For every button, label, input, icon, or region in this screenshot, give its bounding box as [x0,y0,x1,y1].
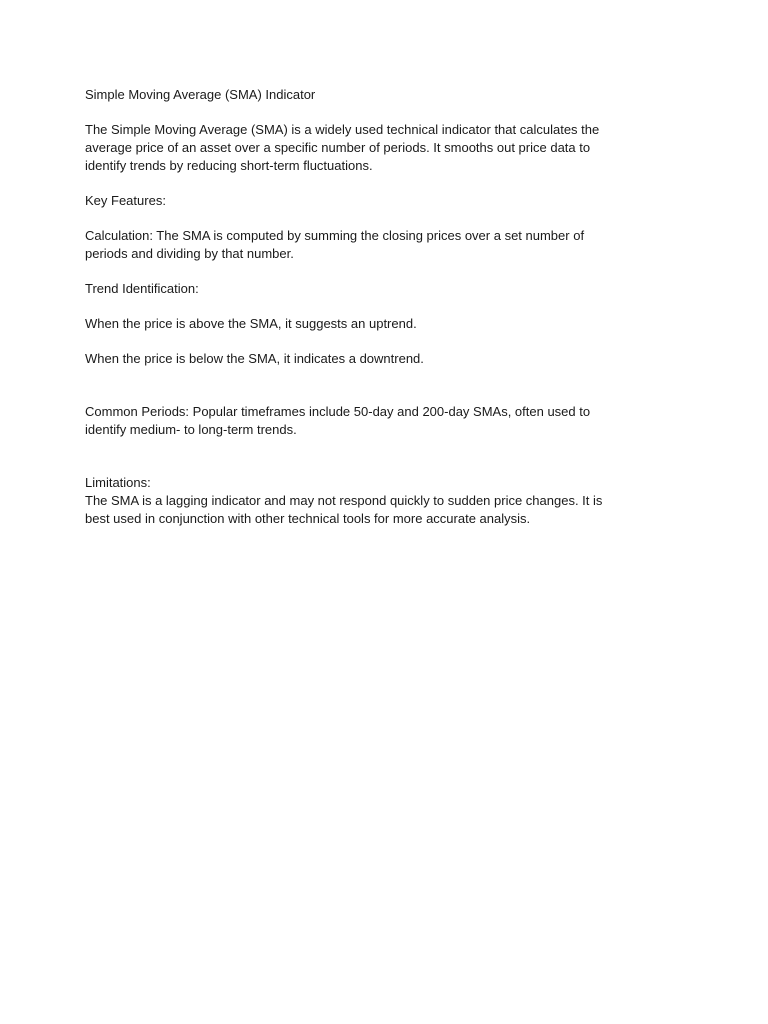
uptrend-paragraph: When the price is above the SMA, it suggests an uptrend. [85,316,417,331]
key-features-heading: Key Features: [85,193,166,208]
intro-paragraph: The Simple Moving Average (SMA) is a widely used technical indicator that calculates the average price of an asset over a specific number of periods. It smooths out price data to identify trends by reducing short-term fluctuations. [85,122,600,173]
document-body [85,86,625,528]
limitations-heading: Limitations: [85,475,151,490]
trend-identification-heading: Trend Identification: [85,281,199,296]
common-periods-paragraph: Common Periods: Popular timeframes include 50-day and 200-day SMAs, often used to identify medium- to long-term trends. [85,404,591,437]
calculation-paragraph: Calculation: The SMA is computed by summing the closing prices over a set number of periods and dividing by that number. [85,228,585,261]
downtrend-paragraph: When the price is below the SMA, it indicates a downtrend. [85,351,424,366]
limitations-paragraph: The SMA is a lagging indicator and may not respond quickly to sudden price changes. It is best used in conjunction with other technical tools for more accurate analysis. [85,493,603,526]
document-title: Simple Moving Average (SMA) Indicator [85,87,316,102]
